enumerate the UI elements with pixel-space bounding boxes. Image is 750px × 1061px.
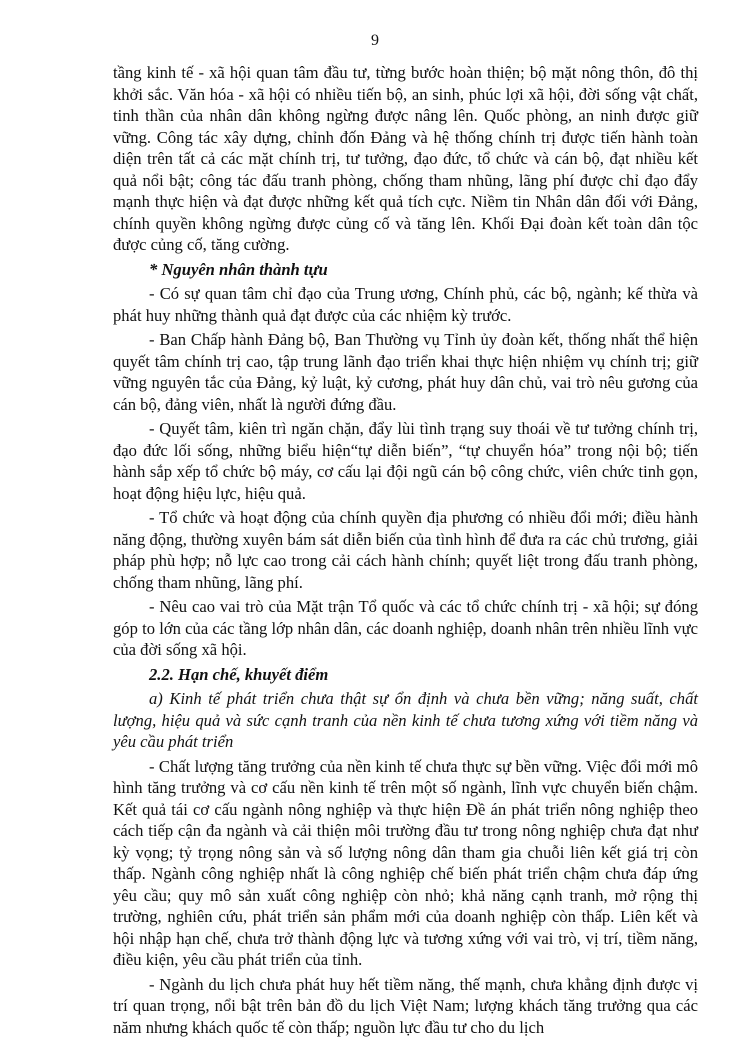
- paragraph: - Ngành du lịch chưa phát huy hết tiềm năng, thế mạnh, chưa khẳng định được vị trí quan trọng, nổi bật trên bản đồ du lịch Việt Nam; lượng khách tăng trưởng qua các năm nhưng khách quốc tế còn thấp; nguồn lực đầu tư cho du lịch: [113, 974, 698, 1037]
- subsection-heading-economy: a) Kinh tế phát triển chưa thật sự ổn định và chưa bền vững; năng suất, chất lượng, hiệu quả và sức cạnh tranh của nền kinh tế chưa tương xứng với tiềm năng và yêu cầu phát triển: [113, 689, 698, 751]
- paragraph: - Có sự quan tâm chỉ đạo của Trung ương, Chính phủ, các bộ, ngành; kế thừa và phát huy những thành quả đạt được của các nhiệm kỳ trước.: [113, 284, 698, 325]
- section-heading-achievement-causes: * Nguyên nhân thành tựu: [149, 259, 328, 279]
- section-heading-limitations: 2.2. Hạn chế, khuyết điểm: [149, 664, 329, 684]
- paragraph: - Ban Chấp hành Đảng bộ, Ban Thường vụ Tỉnh ủy đoàn kết, thống nhất thể hiện quyết tâm chính trị cao, tập trung lãnh đạo triển khai thực hiện nhiệm vụ chính trị; giữ vững nguyên tắc của Đảng, kỷ luật, kỷ cương, phát huy dân chủ, vai trò nêu gương của cán bộ, đảng viên, nhất là người đứng đầu.: [113, 330, 698, 414]
- paragraph: - Tổ chức và hoạt động của chính quyền địa phương có nhiều đổi mới; điều hành năng động, thường xuyên bám sát diễn biến của tình hình để đưa ra các chủ trương, giải pháp phù hợp; nỗ lực cao trong cải cách hành chính; quyết liệt trong đấu tranh phòng, chống tham nhũng, lãng phí.: [113, 508, 698, 592]
- document-body: [113, 62, 698, 1041]
- paragraph: - Nêu cao vai trò của Mặt trận Tổ quốc và các tổ chức chính trị - xã hội; sự đóng góp to lớn của các tầng lớp nhân dân, các doanh nghiệp, doanh nhân trên nhiều lĩnh vực của đời sống xã hội.: [113, 597, 698, 659]
- page-number: 9: [371, 32, 379, 49]
- paragraph: tầng kinh tế - xã hội quan tâm đầu tư, từng bước hoàn thiện; bộ mặt nông thôn, đô thị khởi sắc. Văn hóa - xã hội có nhiều tiến bộ, an sinh, phúc lợi xã hội, đời sống vật chất, tinh thần của nhân dân không ngừng được nâng lên. Quốc phòng, an ninh được giữ vững. Công tác xây dựng, chỉnh đốn Đảng và hệ thống chính trị được tiến hành toàn diện trên tất cả các mặt chính trị, tư tưởng, đạo đức, tổ chức và cán bộ, đạt nhiều kết quả nổi bật; công tác đấu tranh phòng, chống tham nhũng, lãng phí được chỉ đạo đẩy mạnh thực hiện và đạt được những kết quả tích cực. Niềm tin Nhân dân đối với Đảng, chính quyền không ngừng được củng cố và tăng lên. Khối Đại đoàn kết toàn dân tộc được củng cố, tăng cường.: [113, 63, 698, 254]
- paragraph: - Quyết tâm, kiên trì ngăn chặn, đẩy lùi tình trạng suy thoái về tư tưởng chính trị, đạo đức lối sống, những biểu hiện“tự diễn biến”, “tự chuyển hóa” trong nội bộ; tiến hành sắp xếp tổ chức bộ máy, cơ cấu lại đội ngũ cán bộ công chức, viên chức tinh gọn, hoạt động hiệu lực, hiệu quả.: [113, 419, 698, 503]
- paragraph: - Chất lượng tăng trưởng của nền kinh tế chưa thực sự bền vững. Việc đổi mới mô hình tăng trưởng và cơ cấu nền kinh tế trên một số ngành, lĩnh vực chuyển biến chậm. Kết quả tái cơ cấu ngành nông nghiệp và thực hiện Đề án phát triển nông nghiệp theo cách tiếp cận đa ngành và cải thiện môi trường đầu tư trong nông nghiệp chưa đạt như kỳ vọng; tỷ trọng nông sản và số lượng nông dân tham gia chuỗi liên kết giá trị còn thấp. Ngành công nghiệp nhất là công nghiệp chế biến phát triển chậm chưa đáp ứng yêu cầu; quy mô sản xuất công nghiệp còn nhỏ; khả năng cạnh tranh, mở rộng thị trường, nghiên cứu, phát triển sản phẩm mới của doanh nghiệp còn thấp. Liên kết và hội nhập hạn chế, chưa trở thành động lực và tương xứng với vai trò, vị trí, tiềm năng, điều kiện, yêu cầu phát triển của tỉnh.: [113, 756, 698, 969]
